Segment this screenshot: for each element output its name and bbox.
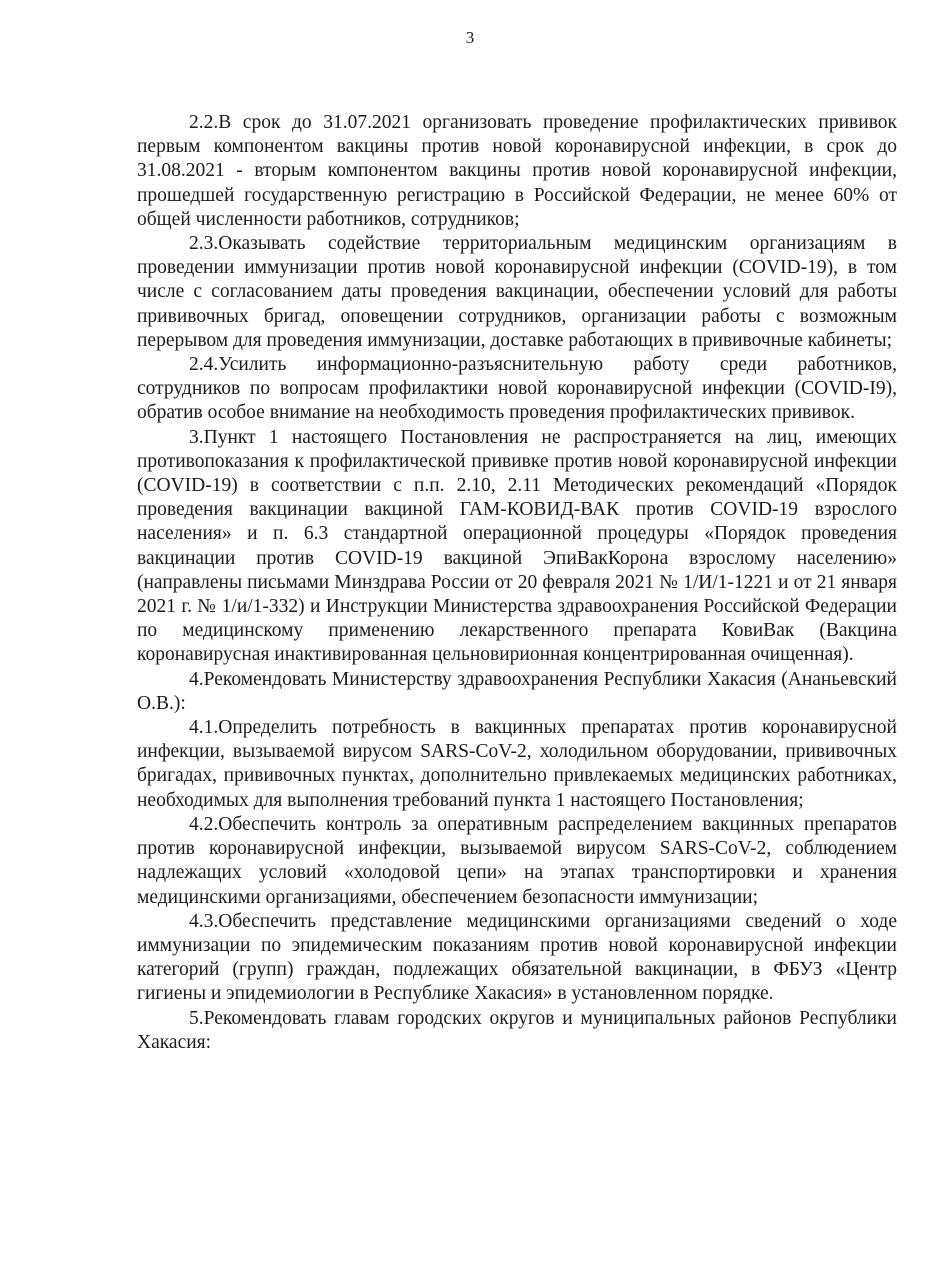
paragraph-4: 4.Рекомендовать Министерству здравоохранения Республики Хакасия (Ананьевский О.В.): — [137, 668, 897, 714]
paragraph-2-2: 2.2.В срок до 31.07.2021 организовать проведение профилактических прививок первым компонентом вакцины против новой коронавирусной инфекции, в срок до 31.08.2021 - вторым компонентом вакцины против новой коронавирусной инфекции, прошедшей государственную регистрацию в Российской Федерации, не менее 60% от общей численности работников, сотрудников; — [137, 112, 897, 230]
document-body — [137, 111, 897, 1055]
paragraph-4-1: 4.1.Определить потребность в вакцинных препаратах против коронавирусной инфекции, вызываемой вирусом SARS-CoV-2, холодильном оборудовании, прививочных бригадах, прививочных пунктах, дополнительно привлекаемых медицинских работниках, необходимых для выполнения требований пункта 1 настоящего Постановления; — [137, 717, 897, 811]
paragraph-3: 3.Пункт 1 настоящего Постановления не распространяется на лиц, имеющих противопоказания к профилактической прививке против новой коронавирусной инфекции (COVID-19) в соответствии с п.п. 2.10, 2.11 Методических рекомендаций «Порядок проведения вакцинации вакциной ГАМ-КОВИД-ВАК против COVID-19 взрослого населения» и п. 6.3 стандартной операционной процедуры «Порядок проведения вакцинации против COVID-19 вакциной ЭпиВакКорона взрослому населению» (направлены письмами Минздрава России от 20 февраля 2021 № 1/И/1-1221 и от 21 января 2021 г. № 1/и/1-332) и Инструкции Министерства здравоохранения Российской Федерации по медицинскому применению лекарственного препарата КовиВак (Вакцина коронавирусная инактивированная цельновирионная концентрированная очищенная). — [137, 426, 897, 666]
paragraph-5: 5.Рекомендовать главам городских округов и муниципальных районов Республики Хакасия: — [137, 1007, 897, 1053]
paragraph-4-2: 4.2.Обеспечить контроль за оперативным распределением вакцинных препаратов против коронавирусной инфекции, вызываемой вирусом SARS-CoV-2, соблюдением надлежащих условий «холодовой цепи» на этапах транспортировки и хранения медицинскими организациями, обеспечением безопасности иммунизации; — [137, 813, 897, 908]
page-number: 3 — [465, 28, 475, 47]
paragraph-2-4: 2.4.Усилить информационно-разъяснительную работу среди работников, сотрудников по вопросам профилактики новой коронавирусной инфекции (COVID-I9), обратив особое внимание на необходимость проведения профилактических прививок. — [137, 354, 897, 424]
paragraph-4-3: 4.3.Обеспечить представление медицинскими организациями сведений о ходе иммунизации по эпидемическим показаниям против новой коронавирусной инфекции категорий (групп) граждан, подлежащих обязательной вакцинации, в ФБУЗ «Центр гигиены и эпидемиологии в Республике Хакасия» в установленном порядке. — [137, 910, 897, 1005]
paragraph-2-3: 2.3.Оказывать содействие территориальным медицинским организациям в проведении иммунизации против новой коронавирусной инфекции (COVID-19), в том числе с согласованием даты проведения вакцинации, обеспечении условий для работы прививочных бригад, оповещении сотрудников, организации работы с возможным перерывом для проведения иммунизации, доставке работающих в прививочные кабинеты; — [137, 233, 897, 351]
